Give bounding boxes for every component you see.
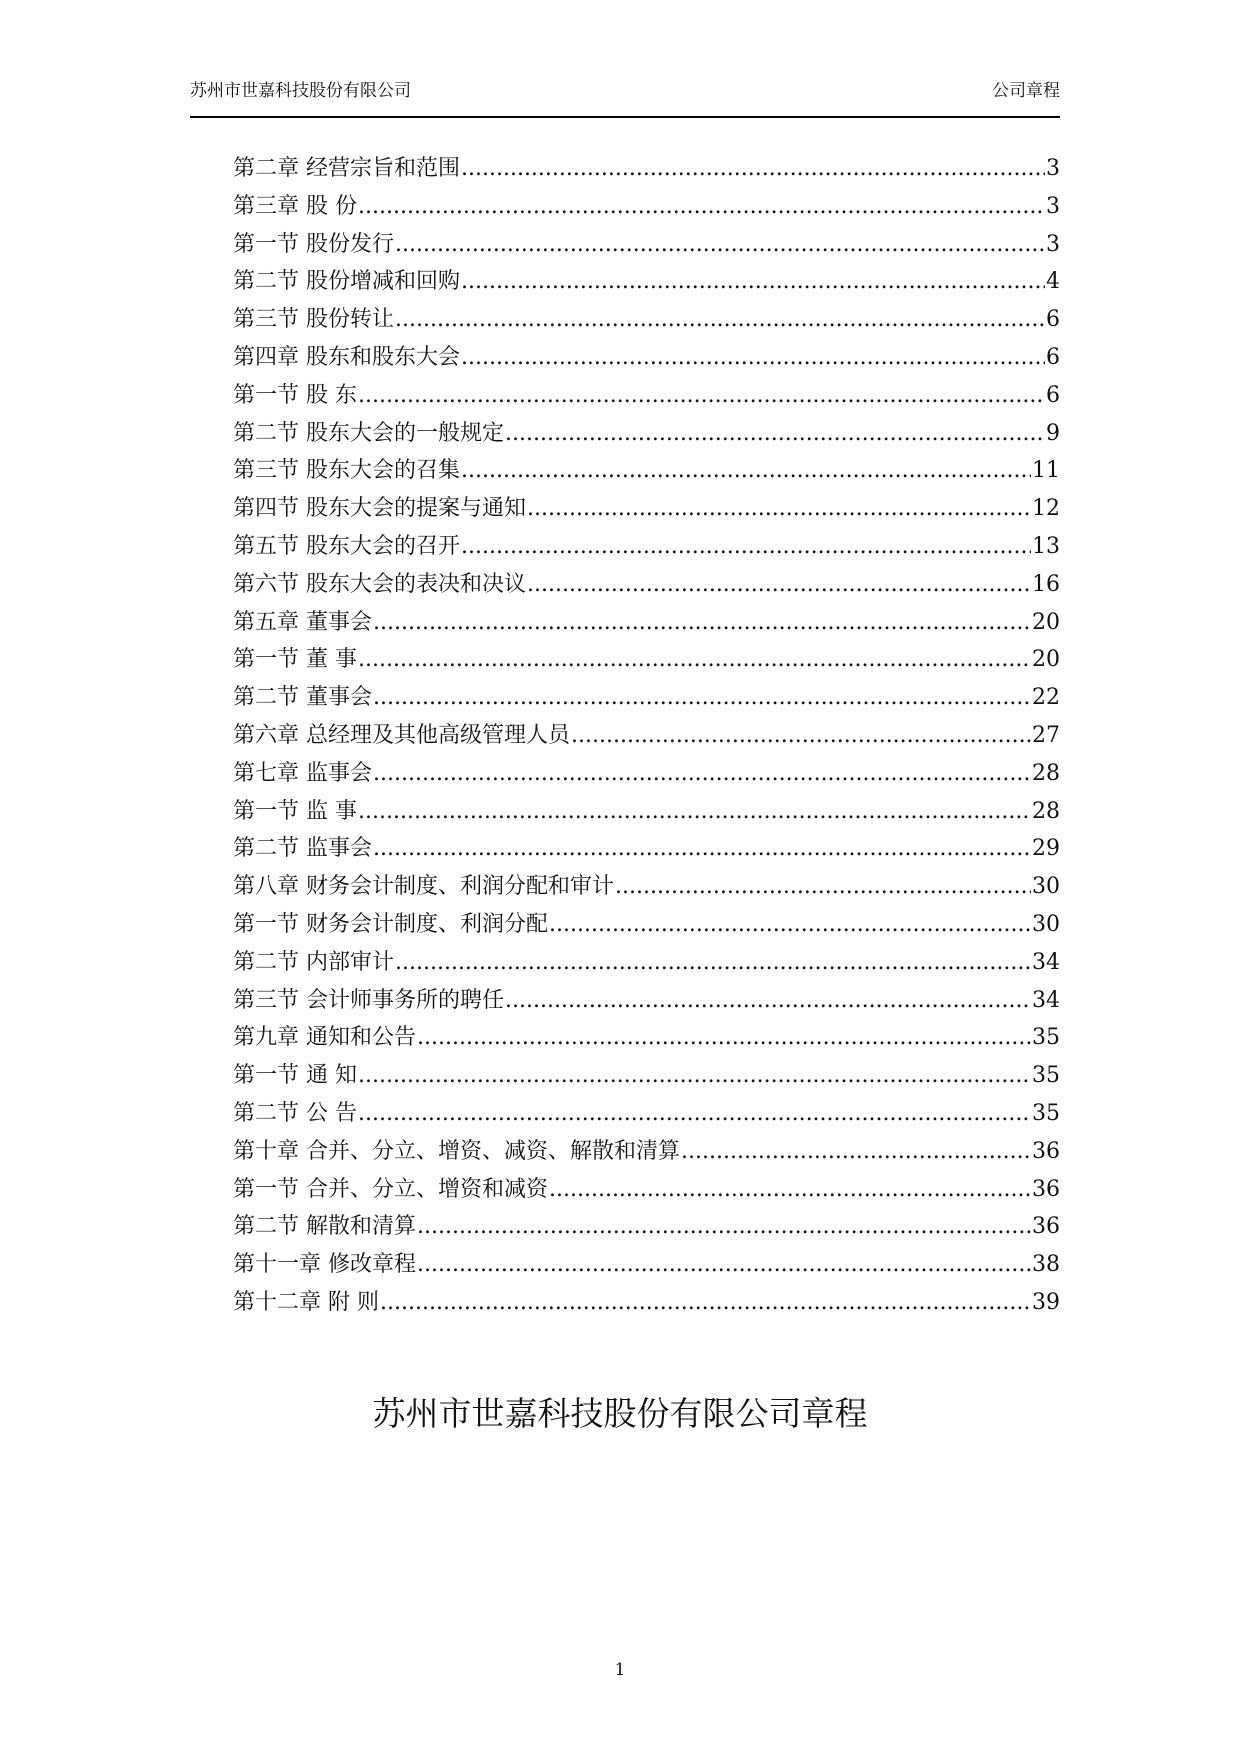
toc-entry[interactable] (233, 641, 1060, 679)
toc-dot-leader (505, 415, 1045, 453)
toc-dot-leader (549, 1171, 1031, 1209)
toc-entry-page: 12 (1032, 496, 1060, 522)
toc-entry[interactable] (233, 490, 1060, 528)
toc-entry[interactable] (233, 1246, 1060, 1284)
toc-entry-title: 第五章 董事会 (233, 609, 372, 635)
page-header (190, 72, 1060, 118)
toc-entry-title: 第三节 股份转让 (233, 307, 394, 333)
toc-entry[interactable] (233, 339, 1060, 377)
toc-dot-leader (358, 1057, 1031, 1095)
toc-entry[interactable] (233, 1284, 1060, 1322)
toc-entry-title: 第二节 股份增减和回购 (233, 269, 460, 295)
toc-entry-title: 第一节 监 事 (233, 798, 357, 824)
toc-dot-leader (527, 566, 1031, 604)
toc-entry[interactable] (233, 528, 1060, 566)
toc-dot-leader (358, 1095, 1031, 1133)
toc-entry[interactable] (233, 755, 1060, 793)
toc-entry-title: 第一节 财务会计制度、利润分配 (233, 911, 548, 937)
toc-entry-title: 第四节 股东大会的提案与通知 (233, 496, 526, 522)
toc-dot-leader (373, 755, 1031, 793)
toc-entry-title: 第十一章 修改章程 (233, 1252, 416, 1278)
toc-entry[interactable] (233, 1095, 1060, 1133)
toc-entry[interactable] (233, 1133, 1060, 1171)
toc-dot-leader (373, 604, 1031, 642)
toc-dot-leader (358, 641, 1031, 679)
toc-entry-title: 第三节 股东大会的召集 (233, 458, 460, 484)
toc-entry-title: 第二节 监事会 (233, 836, 372, 862)
toc-entry-page: 34 (1032, 987, 1060, 1013)
toc-entry-page: 6 (1046, 307, 1060, 333)
toc-dot-leader (505, 982, 1031, 1020)
toc-dot-leader (373, 679, 1031, 717)
toc-dot-leader (358, 377, 1045, 415)
toc-entry[interactable] (233, 604, 1060, 642)
toc-entry-title: 第六节 股东大会的表决和决议 (233, 571, 526, 597)
toc-entry[interactable] (233, 1208, 1060, 1246)
toc-entry[interactable] (233, 377, 1060, 415)
toc-entry-page: 36 (1032, 1138, 1060, 1164)
toc-entry[interactable] (233, 452, 1060, 490)
toc-entry[interactable] (233, 793, 1060, 831)
toc-dot-leader (417, 1246, 1031, 1284)
toc-entry-title: 第二节 董事会 (233, 685, 372, 711)
toc-dot-leader (681, 1133, 1031, 1171)
toc-entry-page: 38 (1032, 1252, 1060, 1278)
toc-entry-title: 第八章 财务会计制度、利润分配和审计 (233, 874, 614, 900)
toc-entry[interactable] (233, 679, 1060, 717)
toc-entry-title: 第三节 会计师事务所的聘任 (233, 987, 504, 1013)
toc-dot-leader (571, 717, 1031, 755)
toc-entry[interactable] (233, 830, 1060, 868)
toc-entry[interactable] (233, 1171, 1060, 1209)
toc-dot-leader (527, 490, 1031, 528)
toc-entry-page: 34 (1032, 949, 1060, 975)
toc-entry-page: 35 (1032, 1063, 1060, 1089)
toc-dot-leader (461, 339, 1045, 377)
toc-entry-title: 第二节 内部审计 (233, 949, 394, 975)
toc-dot-leader (395, 944, 1031, 982)
toc-entry[interactable] (233, 263, 1060, 301)
toc-dot-leader (461, 263, 1045, 301)
toc-entry[interactable] (233, 150, 1060, 188)
toc-entry[interactable] (233, 566, 1060, 604)
toc-dot-leader (461, 150, 1045, 188)
header-doc-label: 公司章程 (992, 81, 1060, 101)
document-title: 苏州市世嘉科技股份有限公司章程 (372, 1394, 868, 1433)
toc-entry[interactable] (233, 868, 1060, 906)
toc-dot-leader (358, 793, 1031, 831)
toc-entry-title: 第二节 股东大会的一般规定 (233, 420, 504, 446)
toc-entry[interactable] (233, 415, 1060, 453)
toc-entry-page: 35 (1032, 1100, 1060, 1126)
toc-entry-title: 第一节 股 东 (233, 382, 357, 408)
toc-dot-leader (461, 528, 1031, 566)
toc-entry-page: 30 (1032, 874, 1060, 900)
page-number: 1 (614, 1660, 626, 1680)
toc-entry-title: 第一节 董 事 (233, 647, 357, 673)
toc-entry-page: 6 (1046, 344, 1060, 370)
toc-entry-title: 第一节 合并、分立、增资和减资 (233, 1176, 548, 1202)
toc-entry-title: 第三章 股 份 (233, 193, 357, 219)
toc-dot-leader (373, 830, 1031, 868)
toc-entry[interactable] (233, 906, 1060, 944)
toc-entry-page: 22 (1032, 685, 1060, 711)
toc-entry-page: 9 (1046, 420, 1060, 446)
toc-entry[interactable] (233, 1019, 1060, 1057)
toc-entry-page: 35 (1032, 1025, 1060, 1051)
toc-entry-page: 28 (1032, 798, 1060, 824)
toc-entry[interactable] (233, 1057, 1060, 1095)
toc-entry-title: 第五节 股东大会的召开 (233, 533, 460, 559)
toc-entry-title: 第四章 股东和股东大会 (233, 344, 460, 370)
toc-entry-page: 3 (1046, 231, 1060, 257)
toc-entry-page: 3 (1046, 156, 1060, 181)
toc-dot-leader (417, 1019, 1031, 1057)
toc-dot-leader (358, 188, 1045, 226)
toc-entry-page: 6 (1046, 382, 1060, 408)
toc-entry-page: 27 (1032, 722, 1060, 748)
toc-entry-page: 16 (1032, 571, 1060, 597)
toc-entry-page: 36 (1032, 1214, 1060, 1240)
table-of-contents (233, 150, 1060, 1322)
toc-entry-title: 第十二章 附 则 (233, 1289, 379, 1315)
toc-entry-page: 30 (1032, 911, 1060, 937)
toc-entry-title: 第九章 通知和公告 (233, 1025, 416, 1051)
toc-entry[interactable] (233, 982, 1060, 1020)
toc-entry[interactable] (233, 226, 1060, 264)
toc-entry-page: 11 (1032, 458, 1060, 484)
toc-entry-title: 第一节 股份发行 (233, 231, 394, 257)
toc-entry[interactable] (233, 301, 1060, 339)
toc-entry-title: 第一节 通 知 (233, 1063, 357, 1089)
toc-dot-leader (461, 452, 1031, 490)
toc-entry-title: 第七章 监事会 (233, 760, 372, 786)
toc-entry-page: 3 (1046, 193, 1060, 219)
toc-entry-title: 第二节 解散和清算 (233, 1214, 416, 1240)
toc-dot-leader (549, 906, 1031, 944)
toc-entry-title: 第二章 经营宗旨和范围 (233, 156, 460, 181)
toc-dot-leader (395, 226, 1045, 264)
toc-entry-page: 13 (1032, 533, 1060, 559)
toc-entry-page: 39 (1032, 1289, 1060, 1315)
toc-entry-title: 第六章 总经理及其他高级管理人员 (233, 722, 570, 748)
toc-dot-leader (380, 1284, 1031, 1322)
toc-entry-page: 4 (1046, 269, 1060, 295)
toc-dot-leader (395, 301, 1045, 339)
toc-entry-page: 20 (1032, 647, 1060, 673)
toc-entry[interactable] (233, 944, 1060, 982)
toc-entry-page: 20 (1032, 609, 1060, 635)
toc-entry[interactable] (233, 188, 1060, 226)
toc-entry-page: 28 (1032, 760, 1060, 786)
toc-dot-leader (417, 1208, 1031, 1246)
toc-entry-page: 36 (1032, 1176, 1060, 1202)
toc-entry[interactable] (233, 717, 1060, 755)
toc-entry-title: 第十章 合并、分立、增资、减资、解散和清算 (233, 1138, 680, 1164)
toc-entry-page: 29 (1032, 836, 1060, 862)
header-company-name: 苏州市世嘉科技股份有限公司 (190, 81, 411, 101)
toc-entry-title: 第二节 公 告 (233, 1100, 357, 1126)
toc-dot-leader (615, 868, 1031, 906)
